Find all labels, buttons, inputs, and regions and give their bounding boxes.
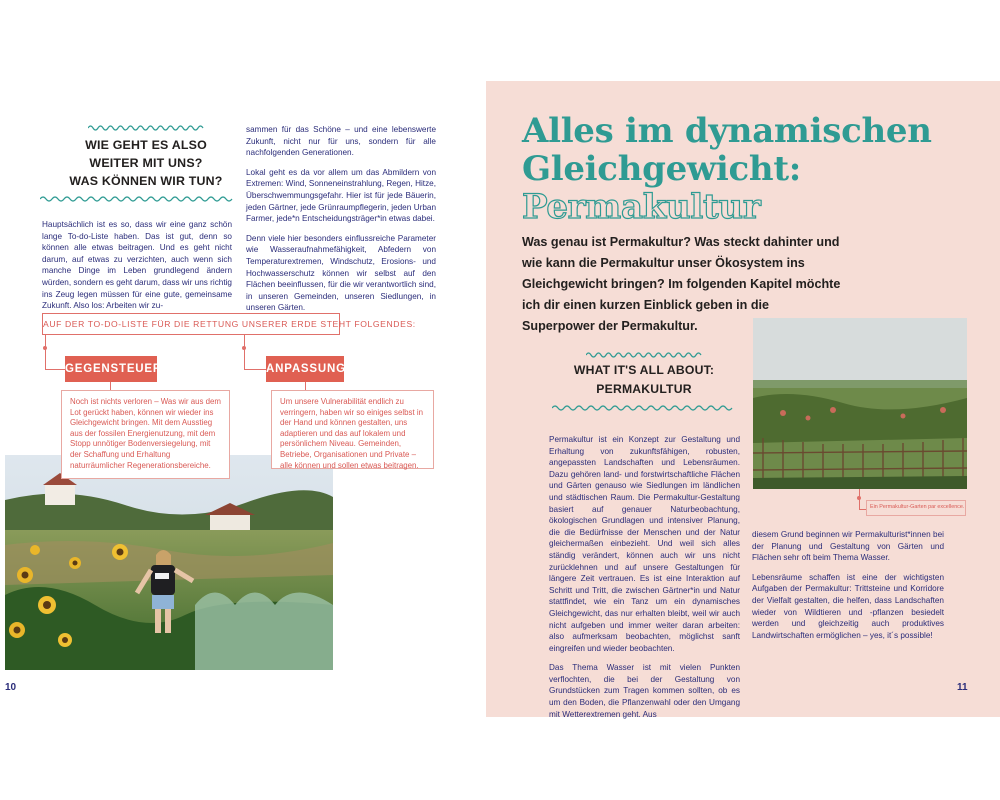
paragraph: Hauptsächlich ist es so, dass wir eine ganz schön lange To-do-Liste haben. Das ist gut, denn so können alle etwas beitragen. Und es geht nicht darum, auf etwas zu verzichten, auch wenn sich manche Dinge im Leben grundlegend ändern würden, sondern es geht darum, dass wir uns richtig ins Zeug legen müssen für eine gute, gemeinsame Zukunft. Also los: Arbeiten wir zu- — [42, 220, 232, 311]
page-number-left: 10 — [5, 682, 17, 693]
connector-dot — [43, 346, 47, 350]
title-line: Alles im dynamischen — [522, 111, 932, 151]
paragraph: diesem Grund beginnen wir Permakulturist*innen bei der Planung und Gestaltung von Gärten und Flächen sehr oft beim Thema Wasser. — [752, 530, 944, 563]
heading-line: WIE GEHT ES ALSO — [85, 138, 207, 152]
connector-line — [244, 335, 245, 369]
tag-gegensteuern: GEGENSTEUERN — [65, 356, 157, 382]
right-col1-text — [549, 434, 740, 728]
connector-line — [45, 335, 46, 369]
connector-line — [110, 382, 111, 390]
wavy-divider-right-top — [586, 351, 702, 359]
gardener-photo — [5, 455, 333, 670]
wavy-divider-bottom — [40, 195, 236, 203]
todo-list-label: AUF DER TO-DO-LISTE FÜR DIE RETTUNG UNSERER ERDE STEHT FOLGENDES: — [42, 313, 340, 335]
heading-line: PERMAKULTUR — [596, 382, 692, 396]
page-number-right: 11 — [957, 682, 968, 693]
title-outline-line: Permakultur — [522, 187, 761, 227]
right-sub-heading — [570, 361, 718, 399]
left-section-heading — [68, 136, 224, 190]
paragraph: Denn viele hier besonders einflussreiche Parameter wie Wasseraufnahmefähigkeit, Abfedern von Temperaturextremen, Windschutz, Erosions- und Hochwasserschutz können wir selbst auf den Flächen beeinflussen, für die wir verantwortlich sind, in unseren Gemeinden, unseren Siedlungen, in unseren Gärten. — [246, 233, 436, 313]
paragraph: sammen für das Schöne – und eine lebenswerte Zukunft, nicht nur für uns, sondern für alle nachfolgenden Generationen. — [246, 125, 436, 158]
left-col1-text — [42, 219, 232, 320]
note-gegensteuern: Noch ist nichts verloren – Was wir aus dem Lot gerückt haben, können wir wieder ins Gleichgewicht bringen. Mit dem Ausstieg aus der fossilen Energienutzung, mit dem Stopp unnötiger Bodenversiegelung, mit der Schaffung und Erhaltung naturräumlicher Regenerationsbereiche. — [61, 390, 230, 479]
permaculture-garden-photo — [753, 318, 967, 489]
paragraph: Lebensräume schaffen ist eine der wichtigsten Aufgaben der Permakultur: Trittsteine und Korridore der Vielfalt gestalten, die helfen, dass Landschaften wieder von Wildtieren und -pflanzen besiedelt werden und gleichzeitig auch produktives Landwirtschaften ermöglichen – yes, it´s possible! — [752, 572, 944, 640]
paragraph: Lokal geht es da vor allem um das Abmildern von Extremen: Wind, Sonneneinstrahlung, Regen, Hitze, Überschwemmungsgefahr. Hier ist für jede Bäuerin, jeden Gärtner, jede Grünraumpflegerin, jeden Urban Farmer, jede*n Entscheidungsträger*in etwas dabei. — [246, 167, 436, 224]
connector-dot — [242, 346, 246, 350]
connector-line — [244, 369, 266, 370]
paragraph: Permakultur ist ein Konzept zur Gestaltung und Erhaltung von zukunftsfähigen, robusten, angepassten Landschaften und Lebensräumen. Dazu gehören land- und forstwirtschaftliche Flächen und Gärten genauso wie Siedlungen im ländlichen und städtischen Raum. Die Permakultur-Gestaltung basiert auf genauer Naturbeobachtung, ökologischen Grundlagen und intensiver Planung, die die Bedürfnisse der Menschen und der Natur gleichermaßen einbezieht. Und weil sich alles ständig verändert, können auch wir uns nicht zurücklehnen und auf unsere Gestaltungen für längere Zeit vertrauen. Es ist eine Interaktion auf Schritt und Tritt, die zwischen Gärtner*in und Natur stattfindet, wie ein Tanz um ein dynamisches Gleichgewicht, das nur erhalten bleibt, weil wir auch nicht aufgeben und immer weiter daran arbeiten: also aufmerksam beobachten, möglichst sanft eingreifen und wieder beobachten. — [549, 435, 740, 653]
title-line: Gleichgewicht: — [522, 149, 801, 189]
connector-line — [305, 382, 306, 390]
heading-line: WAS KÖNNEN WIR TUN? — [69, 174, 223, 188]
note-anpassung: Um unsere Vulnerabilität endlich zu verringern, haben wir so einiges selbst in der Hand und können gestalten, uns adaptieren und das auf lokalem und persönlichem Niveau. Gemeinden, Betriebe, Organisationen und Private – alle können und sollen etwas beitragen. — [271, 390, 434, 469]
left-col2-text — [246, 124, 436, 322]
right-col2-text — [752, 529, 944, 649]
wavy-divider-top — [88, 124, 204, 132]
garden-photo-illustration — [753, 318, 967, 489]
paragraph: Das Thema Wasser ist mit vielen Punkten verflochten, die bei der Gestaltung von Grundstücken zum Tragen kommen sollten, ob es um den Boden, die Pflanzenwahl oder den Umgang mit Wetterextremen geht. Aus — [549, 663, 740, 719]
heading-line: WEITER MIT UNS? — [89, 156, 203, 170]
chapter-title — [522, 112, 982, 226]
tag-anpassung: ANPASSUNG — [266, 356, 344, 382]
lead-paragraph: Was genau ist Permakultur? Was steckt dahinter und wie kann die Permakultur unser Ökosystem ins Gleichgewicht bringen? Im folgenden Kapitel möchte ich dir einen kurzen Einblick geben in die Superpower der Permakultur. — [522, 235, 841, 333]
connector-line — [45, 369, 65, 370]
gardener-photo-illustration — [5, 455, 333, 670]
heading-line: WHAT IT'S ALL ABOUT: — [573, 363, 715, 377]
wavy-divider-right-bottom — [552, 404, 738, 412]
connector-dot — [857, 496, 861, 500]
photo-caption: Ein Permakultur-Garten par excellence. — [870, 504, 965, 510]
